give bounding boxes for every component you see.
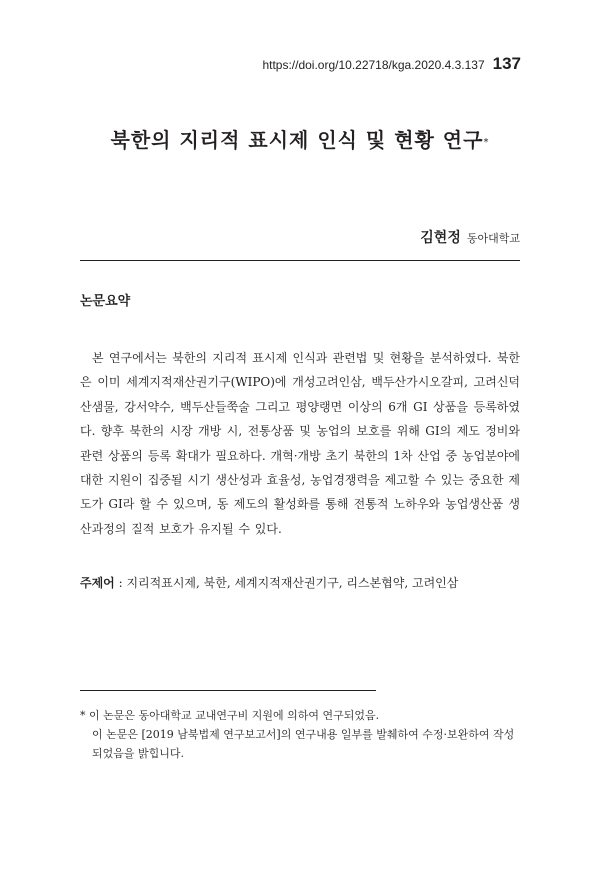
keywords-separator: : [114, 576, 127, 590]
author-block [420, 227, 520, 247]
footnote-line-2: 이 논문은 [2019 남북법제 연구보고서]의 연구내용 일부를 발췌하여 수정·보완하여 작성되었음을 밝힙니다. [92, 728, 515, 760]
paper-title-text: 북한의 지리적 표시제 인식 및 현황 연구 [110, 128, 484, 152]
keywords [80, 573, 520, 593]
running-header [262, 54, 521, 74]
keywords-text: 지리적표시제, 북한, 세계지적재산권기구, 리스본협약, 고려인삼 [126, 576, 459, 590]
author-affiliation: 동아대학교 [466, 232, 520, 245]
keywords-label: 주제어 [80, 576, 115, 590]
header-divider [80, 260, 520, 261]
doi-link[interactable]: https://doi.org/10.22718/kga.2020.4.3.137 [262, 58, 485, 72]
footnote-divider [80, 690, 376, 691]
title-footnote-mark: * [483, 137, 490, 148]
abstract-body: 본 연구에서는 북한의 지리적 표시제 인식과 관련법 및 현황을 분석하였다. 북한은 이미 세계지적재산권기구(WIPO)에 개성고려인삼, 백두산가시오갈피, 고려신덕산샘물, 강서약수, 백두산들쭉술 그리고 평양랭면 이상의 6개 GI 상품을 등록하였다. 향후 북한의 시장 개방 시, 전통상품 및 농업의 보호를 위해 GI의 제도 정비와 관련 상품의 등록 확대가 필요하다. 개혁·개방 초기 북한의 1차 산업 중 농업분야에 대한 지원이 집중될 시기 생산성과 효율성, 농업경쟁력을 제고할 수 있는 중요한 제도가 GI라 할 수 있으며, 동 제도의 활성화를 통해 전통적 노하우와 농업생산품 생산과정의 질적 보호가 유지될 수 있다. [80, 351, 520, 536]
page-number: 137 [492, 54, 521, 73]
abstract-heading: 논문요약 [80, 294, 131, 309]
footnote [80, 706, 520, 763]
paper-title [0, 124, 600, 153]
footnote-line-1: * 이 논문은 동아대학교 교내연구비 지원에 의하여 연구되었음. [80, 709, 380, 722]
author-name: 김현정 [420, 230, 461, 246]
